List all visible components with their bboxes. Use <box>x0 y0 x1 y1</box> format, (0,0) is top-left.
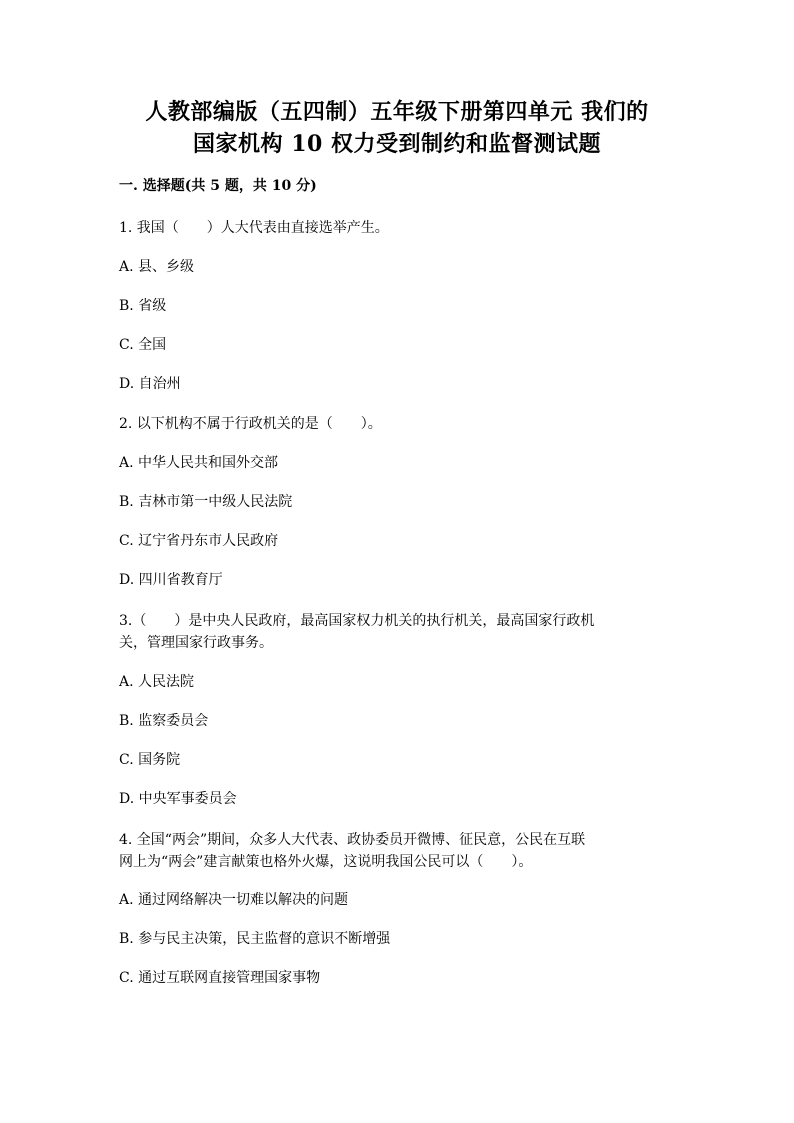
question-2-option-c: C. 辽宁省丹东市人民政府 <box>119 533 279 549</box>
question-2-option-b: B. 吉林市第一中级人民法院 <box>119 494 293 510</box>
section-heading: 一. 选择题(共 5 题，共 10 分) <box>119 178 317 194</box>
question-1-option-d: D. 自治州 <box>119 376 181 392</box>
question-1-stem: 1. 我国（ ）人大代表由直接选举产生。 <box>119 220 389 236</box>
question-2-option-a: A. 中华人民共和国外交部 <box>119 455 279 471</box>
question-4-stem-line-2: 网上为“两会”建言献策也格外火爆，这说明我国公民可以（ ）。 <box>119 854 533 870</box>
question-3-stem-line-1: 3.（ ）是中央人民政府，最高国家权力机关的执行机关，最高国家行政机 <box>119 613 595 629</box>
question-4-option-b: B. 参与民主决策，民主监督的意识不断增强 <box>119 931 391 947</box>
document-title-line-1: 人教部编版（五四制）五年级下册第四单元 我们的 <box>145 99 649 125</box>
document-title-line-2: 国家机构 10 权力受到制约和监督测试题 <box>193 131 601 157</box>
question-1-option-c: C. 全国 <box>119 337 167 353</box>
question-4-option-a: A. 通过网络解决一切难以解决的问题 <box>119 892 349 908</box>
question-3-option-a: A. 人民法院 <box>119 674 195 690</box>
question-1-option-a: A. 县、乡级 <box>119 259 195 275</box>
question-3-stem-line-2: 关，管理国家行政事务。 <box>119 635 273 651</box>
question-3-option-c: C. 国务院 <box>119 752 181 768</box>
question-3-option-d: D. 中央军事委员会 <box>119 791 237 807</box>
question-2-stem: 2. 以下机构不属于行政机关的是（ ）。 <box>119 416 382 432</box>
question-3-option-b: B. 监察委员会 <box>119 713 209 729</box>
question-1-option-b: B. 省级 <box>119 298 167 314</box>
question-2-option-d: D. 四川省教育厅 <box>119 572 223 588</box>
question-4-option-c: C. 通过互联网直接管理国家事物 <box>119 970 321 986</box>
question-4-stem-line-1: 4. 全国“两会”期间，众多人大代表、政协委员开微博、征民意，公民在互联 <box>119 832 586 848</box>
